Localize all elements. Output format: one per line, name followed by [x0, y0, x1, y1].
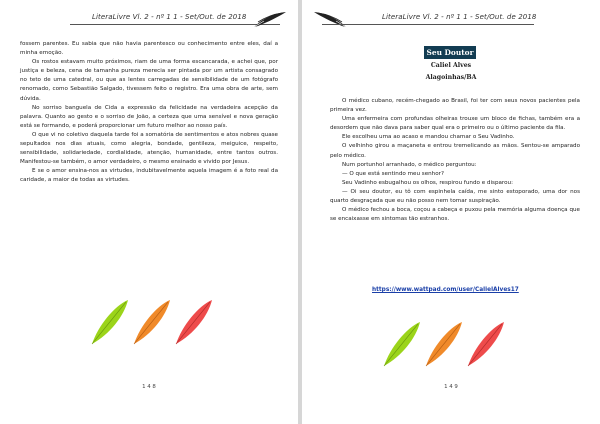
story-title: Seu Doutor [424, 46, 476, 59]
green-feather [92, 300, 128, 344]
right-page [302, 0, 600, 424]
body-paragraph: Os rostos estavam muito próximos, riam de uma forma escancarada, e achei que, por justiça e beleza, cena de tamanha pureza merecia ser pintada por um artista consagrado no teto de uma catedral, ou que as lentes carregadas de sensibilidade de um fotógrafo renomado, como Sebastião Salgado, tivessem feito o registro. Era uma obra de arte, sem dúvida. [20, 59, 278, 102]
body-paragraph: Seu Vadinho esbugalhou os olhos, respirou fundo e disparou: [342, 179, 513, 186]
author-link[interactable]: https://www.wattpad.com/user/CalielAlves17 [372, 287, 519, 293]
feathers-illustration [88, 296, 218, 346]
orange-feather [426, 322, 462, 366]
running-title: LiteraLivre Vl. 2 - nº 1 1 - Set/Out. de 2018 [382, 13, 537, 21]
body-paragraph: O médico fechou a boca, coçou a cabeça e puxou pela memória alguma doença que se encaixasse em sintomas tão estranhos. [330, 207, 580, 223]
right-page-body [330, 97, 580, 224]
body-paragraph: Uma enfermeira com profundas olheiras trouxe um bloco de fichas, também era a desordem que não dava para saber qual era o primeiro ou o último paciente da fila. [330, 116, 580, 132]
story-place: Alagoinhas/BA [425, 74, 477, 81]
header-rule [70, 24, 280, 25]
body-paragraph: O velhinho girou a maçaneta e entrou tremelicando as mãos. Sentou-se amparado pelo médico. [330, 143, 580, 159]
body-paragraph: — Oi seu doutor, eu tô com espinhela caída, me sinto estoporado, uma dor nos quarto desgraçada que eu não posso nem tomar suspiração. [330, 188, 580, 205]
body-paragraph: Num portunhol arranhado, o médico perguntou: [342, 161, 477, 168]
running-title: LiteraLivre Vl. 2 - nº 1 1 - Set/Out. de 2018 [92, 13, 247, 21]
right-page-header [302, 8, 600, 28]
body-paragraph: O médico cubano, recém-chegado ao Brasil, foi ter com seus novos pacientes pela primeira vez. [330, 98, 580, 114]
header-rule [322, 24, 534, 25]
body-paragraph: No sorriso banguela de Cida a expressão da felicidade na verdadeira acepção da palavra. Quanto ao gesto e o sorriso de João, a certeza que uma sensível e nova geração está se formando, e poderá proporcionar um futuro melhor ao nosso país. [20, 104, 278, 129]
red-feather [176, 300, 212, 344]
orange-feather [134, 300, 170, 344]
story-author: Caliel Alves [430, 62, 472, 69]
green-feather [384, 322, 420, 366]
left-page-header [0, 8, 298, 28]
body-paragraph: fossem parentes. Eu sabia que não havia parentesco ou conhecimento entre eles, daí a minha emoção. [20, 41, 278, 57]
feathers-illustration [380, 318, 510, 368]
body-paragraph: E se o amor ensina-nos as virtudes, indubitavelmente aquela imagem é a foto real da caridade, a maior de todas as virtudes. [20, 168, 278, 184]
body-paragraph: Ele escolheu uma ao acaso e mandou chamar o Seu Vadinho. [342, 134, 515, 141]
quill-icon [312, 11, 348, 29]
left-page-body [20, 40, 278, 186]
page-number: 1 4 8 [142, 384, 156, 390]
body-paragraph: O que vi no coletivo daquela tarde foi a somatória de sentimentos e atos nobres quase sepultados nos dias atuais, como alegria, bondade, gentileza, meiguice, respeito, sensibilidade, solidariedade, cordialidade, atenção, humanidade, entre tantos outros. Manifestou-se também, o amor verdadeiro, o mesmo ensinado e vivido por Jesus. [20, 131, 278, 166]
page-number: 1 4 9 [444, 384, 458, 390]
red-feather [468, 322, 504, 366]
body-paragraph: — O que está sentindo meu senhor? [342, 170, 444, 177]
quill-icon [252, 11, 288, 29]
left-page [0, 0, 298, 424]
